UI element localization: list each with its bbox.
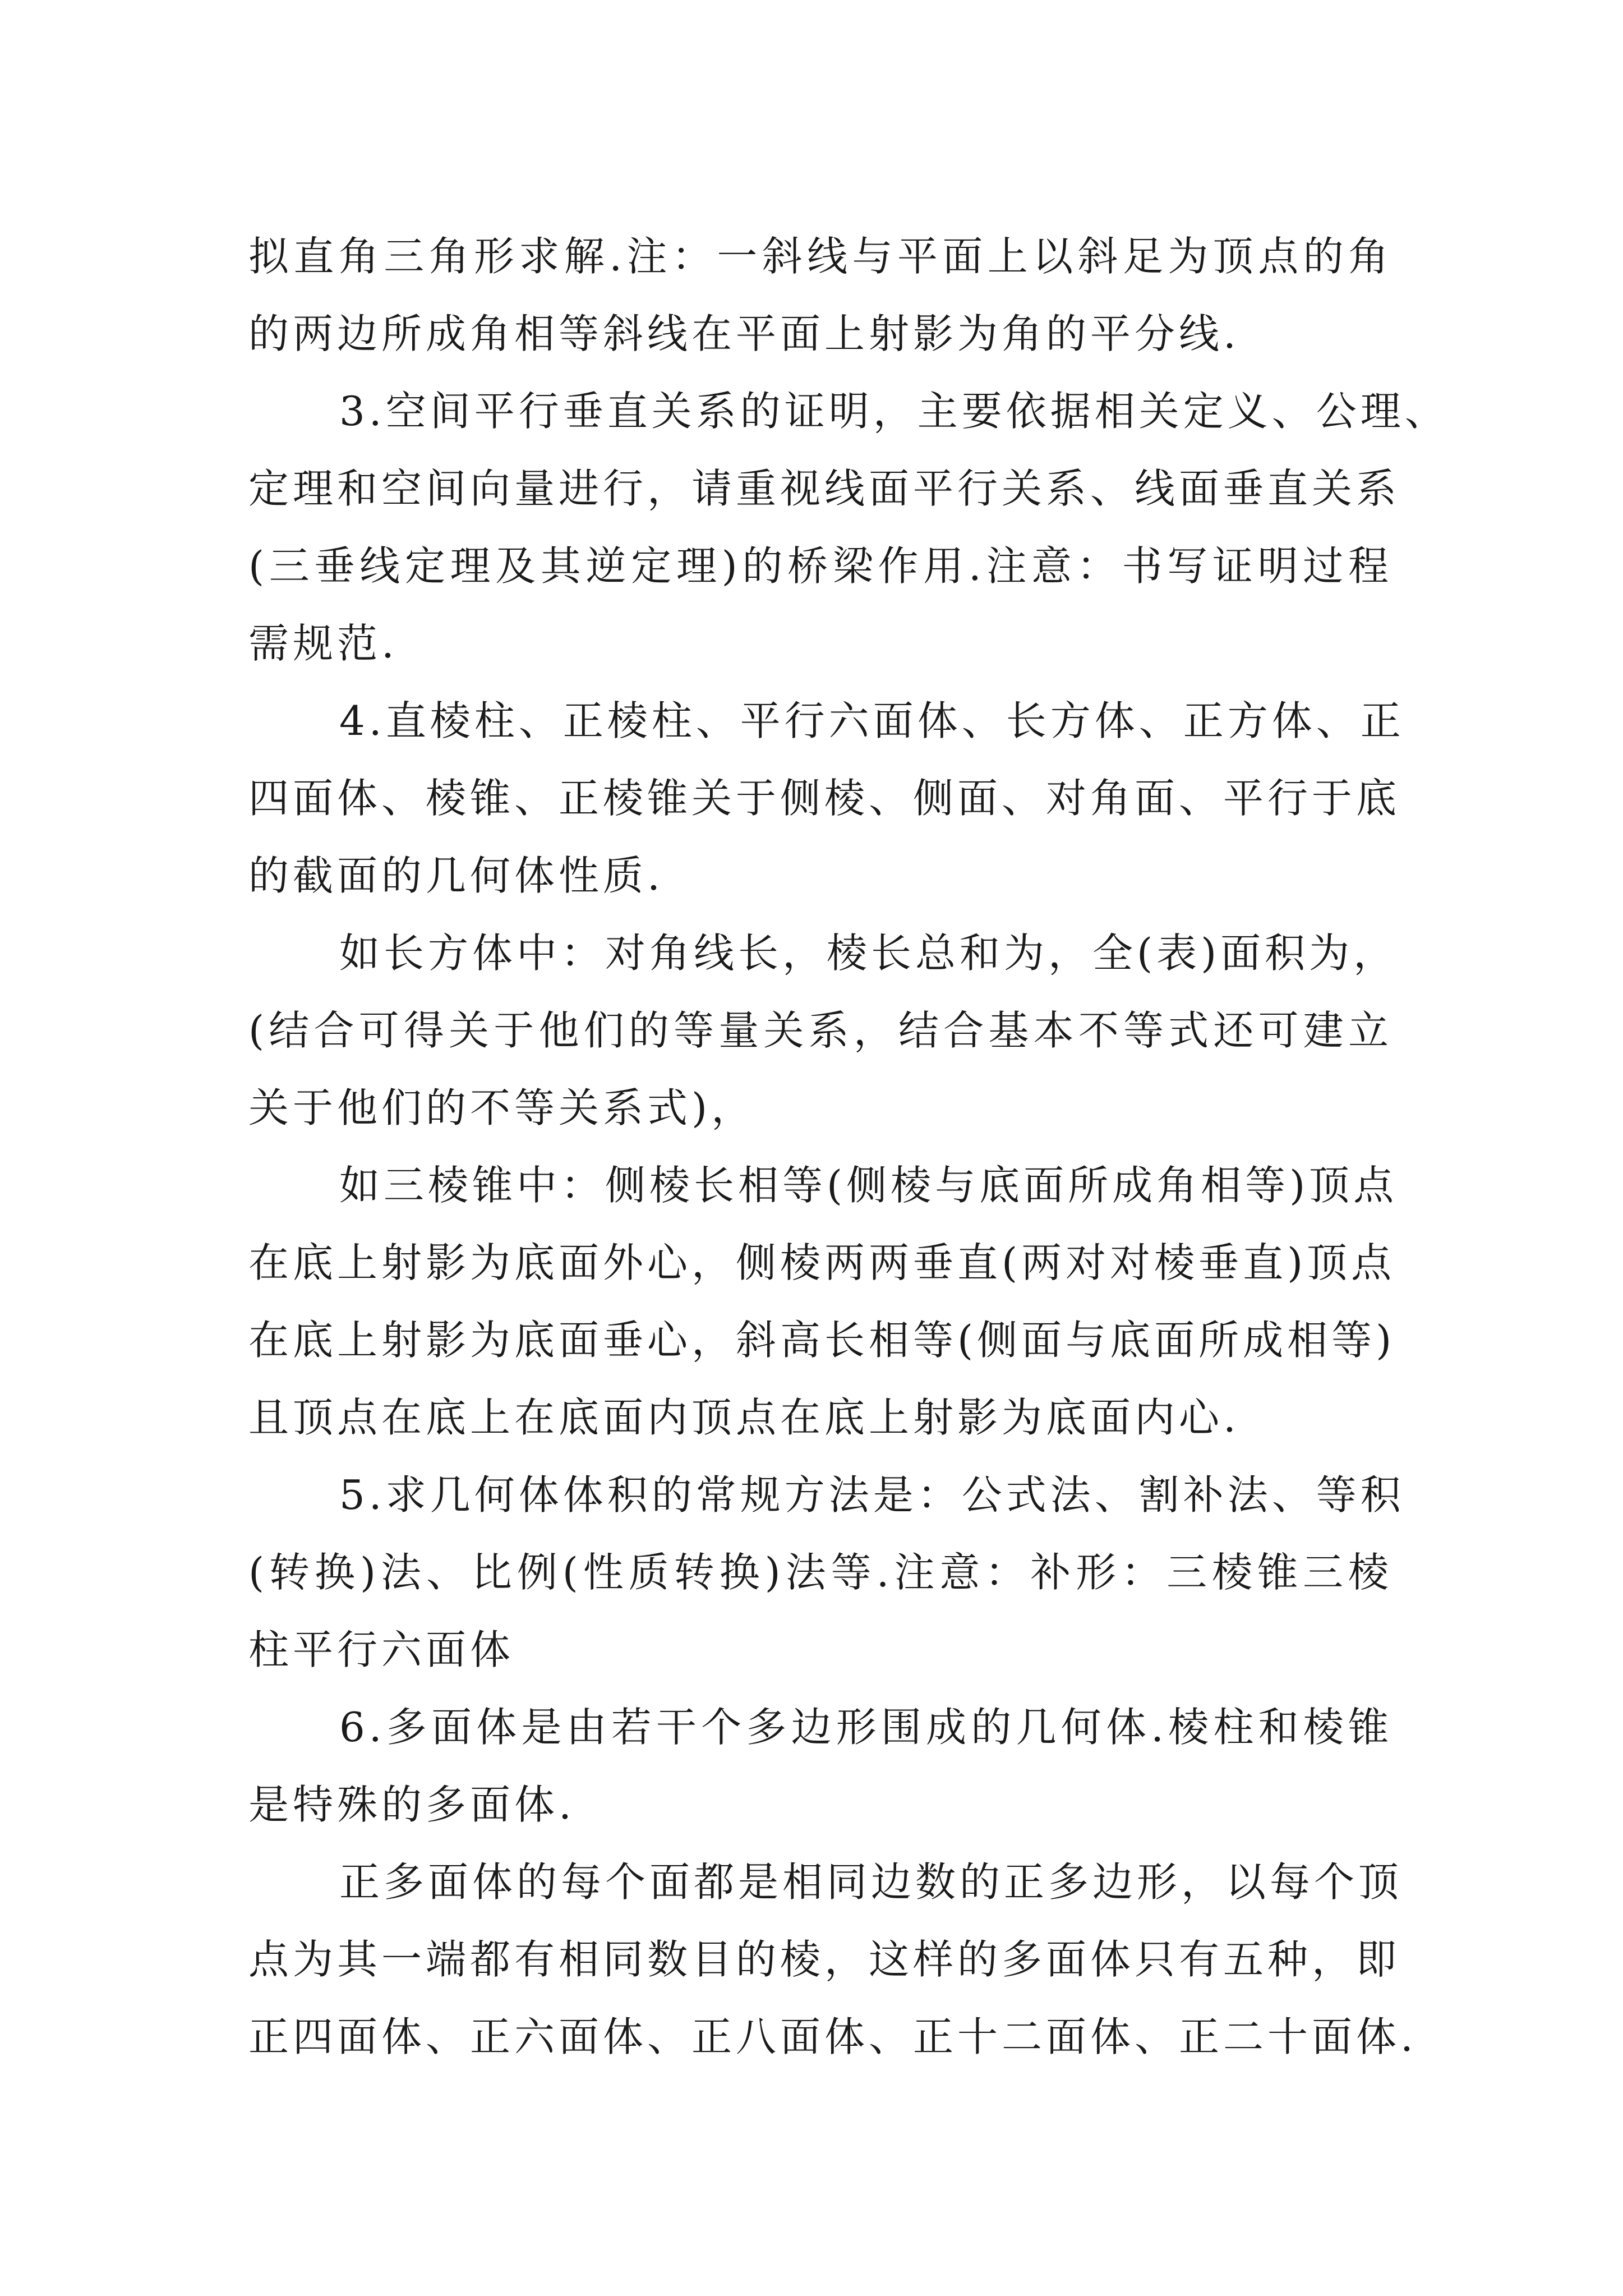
text-line: 正多面体的每个面都是相同边数的正多边形，以每个顶 (339, 1858, 1403, 1906)
text-line: 5.求几何体体积的常规方法是：公式法、割补法、等积 (339, 1471, 1405, 1519)
text-line: 正四面体、正六面体、正八面体、正十二面体、正二十面体. (248, 2013, 1417, 2060)
text-line: (转换)法、比例(性质转换)法等.注意：补形：三棱锥三棱 (248, 1549, 1393, 1596)
text-line: 需规范. (248, 620, 398, 667)
text-line: 的两边所成角相等斜线在平面上射影为角的平分线. (248, 310, 1240, 357)
text-line: (结合可得关于他们的等量关系，结合基本不等式还可建立 (248, 1007, 1393, 1054)
text-line: 在底上射影为底面垂心，斜高长相等(侧面与底面所成相等) (248, 1317, 1396, 1364)
text-line: 如三棱锥中：侧棱长相等(侧棱与底面所成角相等)顶点 (339, 1162, 1398, 1209)
text-line: 如长方体中：对角线长，棱长总和为，全(表)面积为， (339, 930, 1398, 977)
text-line: 4.直棱柱、正棱柱、平行六面体、长方体、正方体、正 (339, 697, 1405, 744)
text-line: 在底上射影为底面外心，侧棱两两垂直(两对对棱垂直)顶点 (248, 1239, 1396, 1286)
text-line: 定理和空间向量进行，请重视线面平行关系、线面垂直关系 (248, 465, 1401, 512)
text-line: 拟直角三角形求解.注：一斜线与平面上以斜足为顶点的角 (248, 233, 1393, 280)
text-line: 的截面的几何体性质. (248, 852, 664, 899)
text-line: 3.空间平行垂直关系的证明，主要依据相关定义、公理、 (339, 388, 1449, 435)
text-line: 且顶点在底上在底面内顶点在底上射影为底面内心. (248, 1394, 1240, 1441)
document-body (248, 218, 1449, 2076)
text-line: 柱平行六面体 (248, 1626, 515, 1673)
text-line: 是特殊的多面体. (248, 1781, 575, 1828)
text-line: 点为其一端都有相同数目的棱，这样的多面体只有五种，即 (248, 1936, 1401, 1983)
text-line: 关于他们的不等关系式)， (248, 1084, 756, 1131)
text-line: 6.多面体是由若干个多边形围成的几何体.棱柱和棱锥 (339, 1704, 1393, 1751)
text-line: (三垂线定理及其逆定理)的桥梁作用.注意：书写证明过程 (248, 542, 1393, 590)
text-line: 四面体、棱锥、正棱锥关于侧棱、侧面、对角面、平行于底 (248, 775, 1401, 822)
